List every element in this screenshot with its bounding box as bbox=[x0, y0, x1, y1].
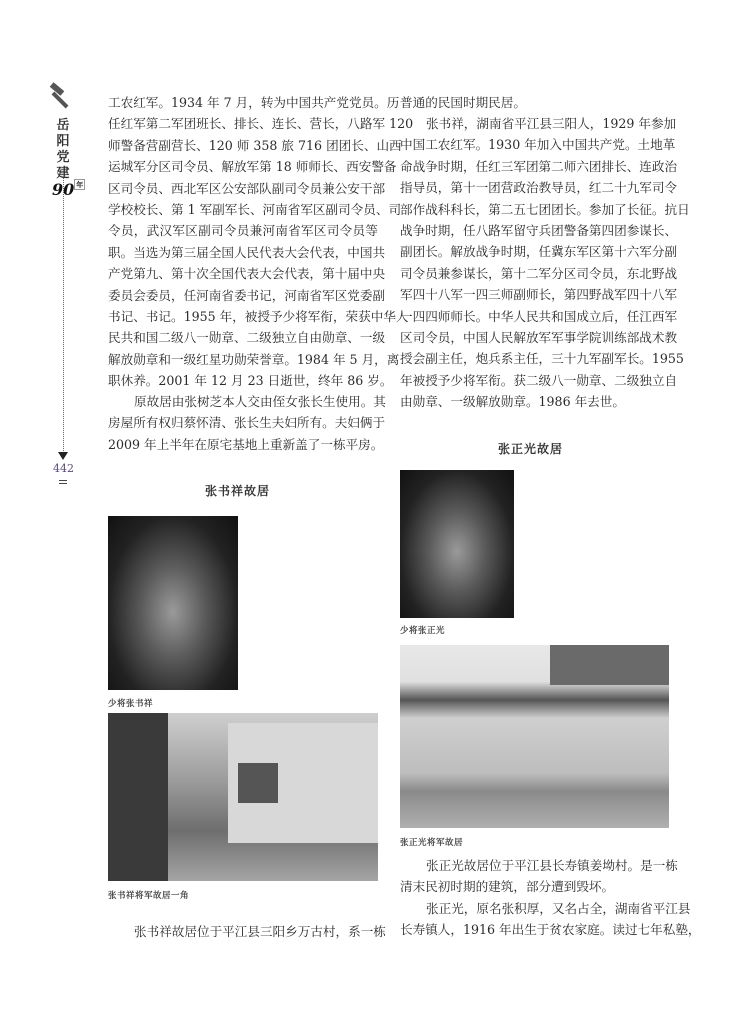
sidebar bbox=[30, 70, 90, 500]
text-line: 令员，武汉军区副司令员兼河南省军区司令员等 bbox=[108, 223, 378, 239]
title-char: 建 bbox=[56, 166, 70, 181]
text-line: 书记、书记。1955 年，被授予少将军衔，荣获中华人 bbox=[108, 308, 409, 324]
text-line: 解放勋章和一级红星功勋荣誉章。1984 年 5 月，离 bbox=[108, 351, 400, 367]
section-heading-zhang-shuxiang: 张书祥故居 bbox=[205, 484, 271, 498]
text-line: 司令员兼参谋长，第十二军分区司令员，东北野战 bbox=[400, 265, 678, 281]
text-line: 授会副主任，炮兵系主任，三十九军副军长。1955 bbox=[400, 351, 684, 367]
text-line: 原故居由张树芝本人交由侄女张长生使用。其 bbox=[134, 394, 386, 409]
text-line: 张正光，原名张积厚，又名占全，湖南省平江县 bbox=[426, 901, 691, 916]
text-line: 命战争时期，任红三军团第二师六团排长、连政治 bbox=[400, 158, 678, 174]
right-para-2 bbox=[400, 113, 690, 412]
house-caption: 张正光将军故居 bbox=[400, 838, 464, 848]
left-para-2 bbox=[108, 391, 386, 455]
text-line: 民共和国二级八一勋章、二级独立自由勋章、一级 bbox=[108, 330, 386, 346]
sidebar-title bbox=[56, 118, 70, 182]
text-line: 中国工农红军。1930 年加入中国共产党。土地革 bbox=[400, 137, 676, 153]
text-line: 学校校长、第 1 军副军长、河南省军区副司令员、司 bbox=[108, 201, 402, 217]
text-line: 一四四师师长。中华人民共和国成立后，任江西军 bbox=[400, 308, 678, 324]
text-line: 2009 年上半年在原宅基地上重新盖了一栋平房。 bbox=[108, 436, 384, 452]
text-line: 军四十八军一四三师副师长，第四野战军四十八军 bbox=[400, 287, 678, 303]
title-char: 阳 bbox=[56, 134, 70, 149]
text-line: 工农红军。1934 年 7 月，转为中国共产党党员。历 bbox=[108, 95, 400, 110]
section-heading-zhang-zhengguang: 张正光故居 bbox=[498, 442, 564, 456]
text-line: 区司令员、西北军区公安部队副司令员兼公安干部 bbox=[108, 180, 386, 196]
text-line: 房屋所有权归蔡怀清、张长生夫妇所有。夫妇俩于 bbox=[108, 415, 386, 431]
text-line: 职休养。2001 年 12 月 23 日逝世，终年 86 岁。 bbox=[108, 373, 393, 389]
text-line: 清末民初时期的建筑，部分遭到毁坏。 bbox=[400, 879, 615, 895]
text-line: 由勋章、一级解放勋章。1986 年去世。 bbox=[400, 394, 625, 410]
anniversary-mark bbox=[52, 180, 85, 199]
text-line: 职。当选为第三届全国人民代表大会代表，中国共 bbox=[108, 244, 386, 260]
portrait-caption: 少将张正光 bbox=[400, 626, 446, 636]
text-line: 部作战科科长，第二五七团团长。参加了长征。抗日 bbox=[400, 201, 690, 217]
page-number: 442 bbox=[53, 462, 74, 475]
sidebar-dotted-rule bbox=[63, 178, 64, 453]
portrait-photo-zhang-shuxiang bbox=[108, 516, 238, 690]
right-para-1 bbox=[400, 92, 668, 113]
text-line: 师警备营副营长、120 师 358 旅 716 团团长、山西 bbox=[108, 137, 402, 153]
text-line: 普通的民国时期民居。 bbox=[400, 95, 526, 110]
title-char: 岳 bbox=[56, 118, 70, 133]
text-line: 区司令员，中国人民解放军军事学院训练部战术教 bbox=[400, 329, 678, 345]
house-caption: 张书祥将军故居一角 bbox=[108, 891, 190, 901]
left-para-3 bbox=[108, 921, 386, 942]
anniversary-number: 90 bbox=[52, 180, 75, 199]
left-para-1 bbox=[108, 92, 414, 391]
text-line: 任红军第二军团班长、排长、连长、营长，八路军 120 bbox=[108, 116, 414, 132]
right-para-3 bbox=[400, 855, 678, 898]
page-number-rule bbox=[59, 480, 67, 484]
text-line: 指导员，第十一团营政治教导员，红二十九军司令 bbox=[400, 180, 678, 196]
house-photo-zhang-shuxiang bbox=[108, 713, 378, 881]
right-para-4 bbox=[400, 898, 701, 941]
text-line: 产党第九、第十次全国代表大会代表，第十届中央 bbox=[108, 266, 386, 282]
text-line: 年被授予少将军衔。获二级八一勋章、二级独立自 bbox=[400, 372, 678, 388]
text-line: 委员会委员，任河南省委书记，河南省军区党委副 bbox=[108, 287, 386, 303]
text-line: 张正光故居位于平江县长寿镇姜坳村。是一栋 bbox=[426, 858, 678, 873]
anniversary-unit: 年 bbox=[76, 180, 84, 189]
text-line: 副团长。解放战争时期，任冀东军区第十六军分副 bbox=[400, 244, 678, 260]
portrait-caption: 少将张书祥 bbox=[108, 699, 154, 709]
hammer-sickle-icon bbox=[44, 78, 80, 114]
arrow-down-icon bbox=[58, 452, 68, 460]
text-line: 张书祥故居位于平江县三阳乡万古村，系一栋 bbox=[134, 924, 386, 939]
portrait-photo-zhang-zhengguang bbox=[400, 470, 514, 618]
text-line: 长寿镇人，1916 年出生于贫农家庭。读过七年私塾， bbox=[400, 922, 701, 938]
title-char: 党 bbox=[56, 150, 70, 165]
text-line: 战争时期，任八路军留守兵团警备第四团参谋长、 bbox=[400, 222, 678, 238]
house-photo-zhang-zhengguang bbox=[400, 645, 669, 828]
text-line: 张书祥，湖南省平江县三阳人，1929 年参加 bbox=[426, 116, 677, 131]
text-line: 运城军分区司令员、解放军第 18 师师长、西安警备 bbox=[108, 159, 397, 175]
